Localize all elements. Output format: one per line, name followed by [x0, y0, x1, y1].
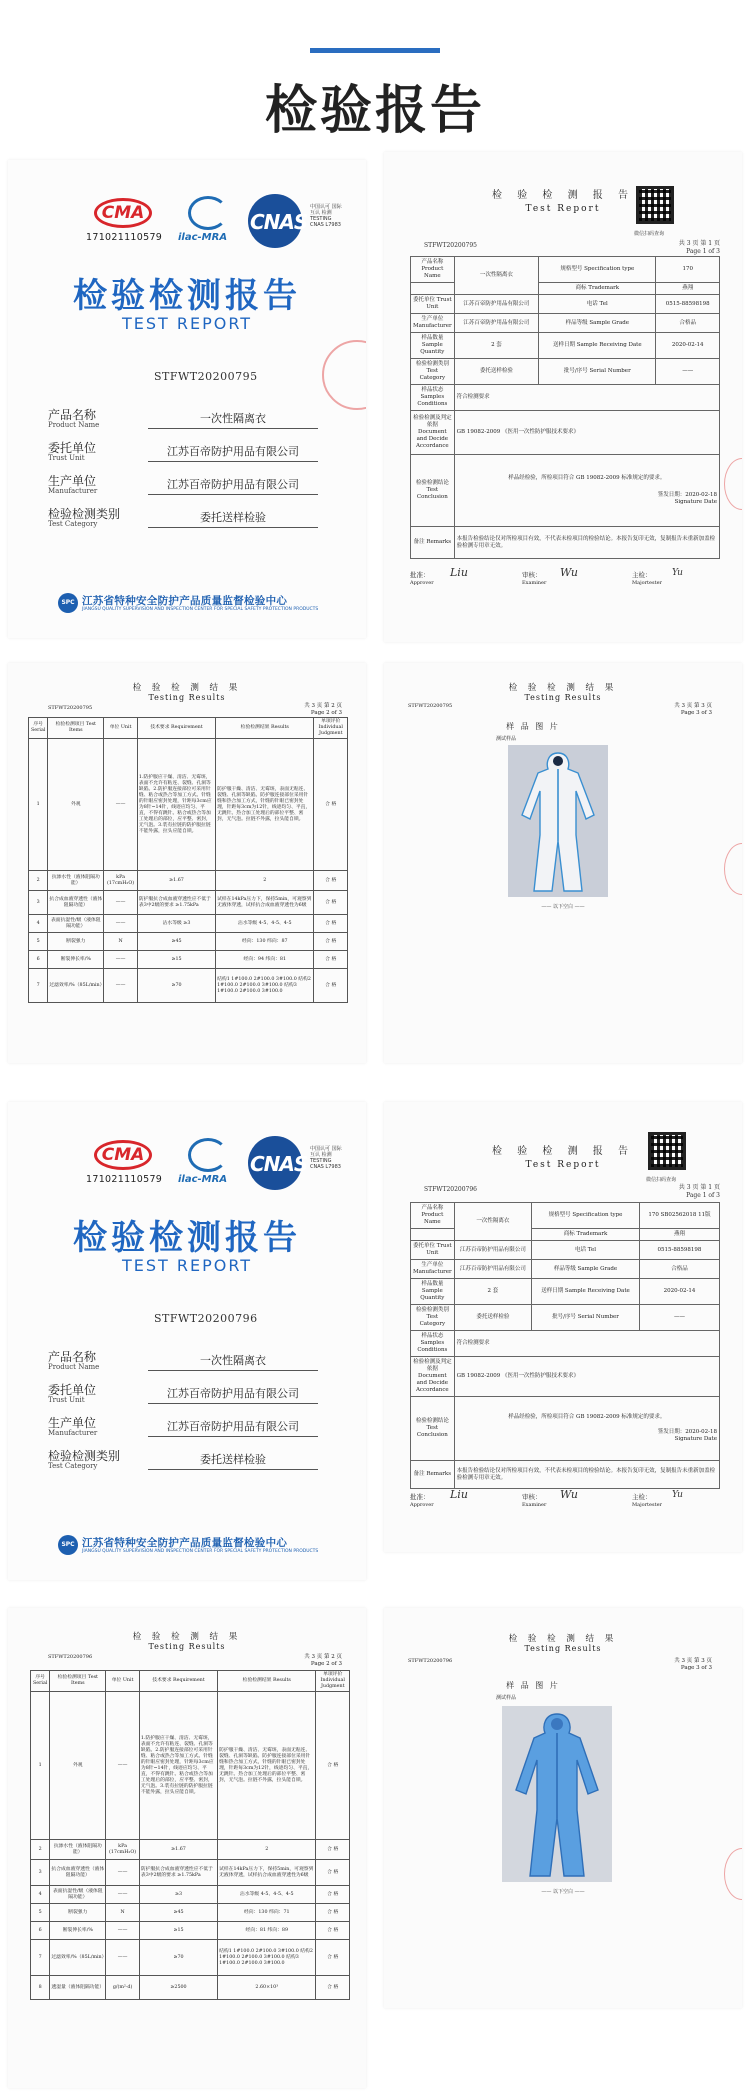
cover-title-cn: 检验检测报告: [73, 1218, 301, 1258]
info-row-product: 产品名称 Product Name 一次性隔离衣: [48, 406, 348, 439]
tester-signature: Yu: [672, 1490, 683, 1500]
page-indicator: 共 3 页 第 3 页 Page 3 of 3: [674, 1658, 712, 1671]
summary-title-en: Test Report: [525, 204, 601, 214]
cnas-logo: CNAS 中国认可 国际互认 检测 TESTING CNAS L7983: [248, 194, 358, 248]
cma-number: 171021110579: [86, 232, 163, 243]
qr-code-icon: [636, 186, 674, 224]
photo-page-title: 检 验 检 测 结 果: [508, 683, 618, 693]
white-coverall-image: [508, 745, 608, 897]
info-row-manufacturer: 生产单位 Manufacturer 江苏百帝防护用品有限公司: [48, 1414, 348, 1447]
report-number: STFWT20200795: [408, 703, 453, 709]
report-number: STFWT20200795: [424, 242, 477, 249]
summary-page-1: 检 验 检 测 报 告 Test Report 微信扫码查询 STFWT20200795 共 3 页 第 1 页 Page 1 of 3 产品名称 Product Name 一次性隔离衣 规格型号 Specification type 170 商标 Trademark 燕翔 委托单位 Trust Unit 江苏百帝防护用品有限公司 电话 Tel 0515-88598198 生产单位 Manufacturer 江苏百帝防护用品有限公司 样品等级 Sample Grade 合格品 样品数量 Sample Quantity 2 套 送样日期 Sample Receiving Date 2020-02-14 检验检测类别 Test Category 委托送样检验 批号/序号 Serial Number —— 样品状态 Samples Conditions 符合检测要求 检验检测及判定依据 Document and Decide Accordance GB 19082-2009 《医用一次性防护服技术要求》 检验检测结论 Test Conclusion 样品经检验，所检项目符合 GB 19082-2009 标准规定的要求。 签发日期：2020-02-18 Signature Date 备注 Remarks 本报告检验结论仅对所检项目有效，不代表未检项目的检验结论。本报告复印无效，复制报告未重新加盖检验检测专用章无效。 批准： Approver Liu 审核： Examiner Wu 主检： Majortester Yu: [384, 152, 742, 642]
page-indicator: 共 3 页 第 3 页 Page 3 of 3: [674, 703, 712, 716]
cover-info: [48, 406, 348, 538]
info-row-product: 产品名称 Product Name 一次性隔离衣: [48, 1348, 348, 1381]
report-number: STFWT20200796: [424, 1186, 477, 1193]
cover-title-cn: 检验检测报告: [73, 276, 301, 316]
page-title: 检验报告: [264, 81, 485, 141]
results-title: 检 验 检 测 结 果: [132, 683, 242, 693]
qr-caption: 微信扫码查询: [646, 1177, 677, 1183]
summary-page-2: 检 验 检 测 报 告 Test Report 微信扫码查询 STFWT20200796 共 3 页 第 1 页 Page 1 of 3 产品名称 Product Name 一次性隔离衣 规格型号 Specification type 170 SB02562018 11版 商标 Trademark 燕翔 委托单位 Trust Unit 江苏百帝防护用品有限公司 电话 Tel 0515-88598198 生产单位 Manufacturer 江苏百帝防护用品有限公司 样品等级 Sample Grade 合格品 样品数量 Sample Quantity 2 套 送样日期 Sample Receiving Date 2020-02-14 检验检测类别 Test Category 委托送样检验 批号/序号 Serial Number —— 样品状态 Samples Conditions 符合检测要求 检验检测及判定依据 Document and Decide Accordance GB 19082-2009 《医用一次性防护服技术要求》 检验检测结论 Test Conclusion 样品经检验，所检项目符合 GB 19082-2009 标准规定的要求。 签发日期：2020-02-18 Signature Date 备注 Remarks 本报告检验结论仅对所检项目有效，不代表未检项目的检验结论。本报告复印无效，复制报告未重新加盖检验检测专用章无效。 批准： Approver Liu 审核： Examiner Wu 主检： Majortester Yu: [384, 1102, 742, 1552]
cnas-logo: CNAS 中国认可 国际互认 检测 TESTING CNAS L7983: [248, 1136, 358, 1190]
photo-page-title-en: Testing Results: [524, 693, 602, 702]
cover-title-en: TEST REPORT: [121, 314, 253, 333]
summary-title: 检 验 检 测 报 告: [492, 190, 634, 201]
approver-signature: Liu: [450, 566, 468, 579]
seal-stamp: [724, 458, 742, 510]
cover-title-en: TEST REPORT: [121, 1256, 253, 1275]
results-table: 序号 Serial 检验检测项目 Test Items 单位 Unit 技术要求 Requirement 检验检测结果 Results 单项评价 Individual Judgment 1 外观 —— 1.防护服应干燥、清洁、无霉斑，表面不允许有粘连、裂缝、孔洞等缺陷。2.防护服连接部位可采用针缝、粘合或热合等加工方式。针缝的针眼应密封处理，针距每3cm应为8针~14针，线迹应均匀、平直，不得有跳针。粘合或热合等加工处理后的部位，应平整、密封，无气泡。3.装有拉链的防护服拉链不能外露，拉头应能自锁。 防护服干燥、清洁、无霉斑，表面无粘连、裂缝、孔洞等缺陷。防护服连接部位采用针缝和热合加工方式，针缝的针眼已密封处理，针距每3cm为12针，线迹均匀、平直，无跳针。热合加工处理后的部位平整、密封，无气泡。拉链不外露，拉头能自锁。 合 格 2 抗渗水性（液体阻隔功能） kPa (17cmH₂O) ≥1.67 2 合 格 3 抗合成血液穿透性（液体阻隔功能） —— 防护服抗合成血液穿透性应不低于表3中2级的要求 ≥1.75kPa 试样在14kPa压力下，保持5min，可观察到无液体穿透，试样抗合成血液穿透性为6级 合 格 4 表面抗湿性/级（液体阻隔功能） —— 沾水等级 ≥3 沾水等级 4-5、4-5、4-5 合 格 5 断裂强力 N ≥45 经向：130 纬向：87 合 格 6 断裂伸长率/% —— ≥15 经向：94 纬向：81 合 格 7 过滤效率/%（85L/min） —— ≥70 结构1 1#100.0 2#100.0 3#100.0 结构2 1#100.0 2#100.0 3#100.0 结构3 1#100.0 2#100.0 3#100.0 合 格: [28, 717, 348, 1003]
examiner-signature: Wu: [560, 566, 578, 579]
results-title-en: Testing Results: [148, 693, 226, 702]
summary-table: 产品名称 Product Name 一次性隔离衣 规格型号 Specification type 170 SB02562018 11版 商标 Trademark 燕翔 委托单位 Trust Unit 江苏百帝防护用品有限公司 电话 Tel 0515-88598198 生产单位 Manufacturer 江苏百帝防护用品有限公司 样品等级 Sample Grade 合格品 样品数量 Sample Quantity 2 套 送样日期 Sample Receiving Date 2020-02-14 检验检测类别 Test Category 委托送样检验 批号/序号 Serial Number —— 样品状态 Samples Conditions 符合检测要求 检验检测及判定依据 Document and Decide Accordance GB 19082-2009 《医用一次性防护服技术要求》 检验检测结论 Test Conclusion 样品经检验，所检项目符合 GB 19082-2009 标准规定的要求。 签发日期：2020-02-18 Signature Date 备注 Remarks 本报告检验结论仅对所检项目有效，不代表未检项目的检验结论。本报告复印无效，复制报告未重新加盖检验检测专用章无效。: [410, 1202, 720, 1489]
blue-coverall-image: [502, 1706, 612, 1882]
cma-number: 171021110579: [86, 1174, 163, 1185]
title-accent-bar: [310, 48, 440, 53]
page-indicator: 共 3 页 第 2 页 Page 2 of 3: [304, 703, 342, 716]
report-number: STFWT20200795: [48, 705, 93, 711]
results-page-1: [8, 663, 366, 1063]
certification-logos: [86, 1136, 366, 1192]
cover-page-2: CMA 171021110579 ilac-MRA CNAS 中国认可 国际互认 检测 TESTING CNAS L7983 检验检测报告 TEST REPORT STFWT20200796 产品名称 Product Name 一次性隔离衣 委托单位 Trust Unit 江苏百帝防护用品有限公司 生产单位 Manufacturer 江苏百帝防护用品有限公司 检验检测类别 Test Category 委托送样检验 SPC 江苏省特种安全防护产品质量监督检验中心 JIANGSU QUALITY SUPERVISION AND INSPECTION CENTER FOR SPECIAL SAFETY PROTECTION PRODUCTS: [8, 1102, 366, 1580]
ilac-logo: ilac-MRA: [178, 1138, 238, 1190]
sample-photo-subheading: 测试样品: [496, 736, 517, 742]
photo-page-2: [384, 1608, 742, 2008]
report-number: STFWT20200795: [154, 370, 258, 383]
cma-logo: CMA 171021110579: [86, 198, 164, 243]
summary-title-en: Test Report: [525, 1160, 601, 1170]
page-indicator: 共 3 页 第 1 页 Page 1 of 3: [678, 240, 720, 255]
spc-logo-icon: SPC: [58, 1535, 78, 1555]
photo-page-title: 检 验 检 测 结 果: [508, 1634, 618, 1644]
report-number: STFWT20200796: [48, 1654, 93, 1660]
sample-photo: [508, 745, 608, 897]
qr-code-icon: [648, 1132, 686, 1170]
results-title-en: Testing Results: [148, 1642, 226, 1651]
summary-title: 检 验 检 测 报 告: [492, 1146, 634, 1157]
photo-page-title-en: Testing Results: [524, 1644, 602, 1653]
cover-page-1: CMA 171021110579 ilac-MRA CNAS 中国认可 国际互认 检测 TESTING CNAS L7983 检验检测报告 TEST REPORT STFWT20200795 产品名称 Product Name 一次性隔离衣 委托单位 Trust Unit 江苏百帝防护用品有限公司 生产单位 Manufacturer 江苏百帝防护用品有限公司 检验检测类别 Test Category 委托送样检验 SPC 江苏省特种安全防护产品质量监督检验中心 JIANGSU QUALITY SUPERVISION AND INSPECTION CENTER FOR SPECIAL SAFETY PROTECTION PRODUCTS: [8, 160, 366, 638]
report-number: STFWT20200796: [408, 1658, 453, 1664]
page-indicator: 共 3 页 第 2 页 Page 2 of 3: [304, 1654, 342, 1667]
report-number: STFWT20200796: [154, 1312, 258, 1325]
sample-photo-heading: 样 品 图 片: [506, 722, 560, 731]
seal-stamp: [322, 340, 366, 410]
info-row-category: 检验检测类别 Test Category 委托送样检验: [48, 1447, 348, 1480]
cma-logo: CMA 171021110579: [86, 1140, 164, 1185]
info-row-trust-unit: 委托单位 Trust Unit 江苏百帝防护用品有限公司: [48, 1381, 348, 1414]
info-row-trust-unit: 委托单位 Trust Unit 江苏百帝防护用品有限公司: [48, 439, 348, 472]
summary-table: 产品名称 Product Name 一次性隔离衣 规格型号 Specification type 170 商标 Trademark 燕翔 委托单位 Trust Unit 江苏百帝防护用品有限公司 电话 Tel 0515-88598198 生产单位 Manufacturer 江苏百帝防护用品有限公司 样品等级 Sample Grade 合格品 样品数量 Sample Quantity 2 套 送样日期 Sample Receiving Date 2020-02-14 检验检测类别 Test Category 委托送样检验 批号/序号 Serial Number —— 样品状态 Samples Conditions 符合检测要求 检验检测及判定依据 Document and Decide Accordance GB 19082-2009 《医用一次性防护服技术要求》 检验检测结论 Test Conclusion 样品经检验，所检项目符合 GB 19082-2009 标准规定的要求。 签发日期：2020-02-18 Signature Date 备注 Remarks 本报告检验结论仅对所检项目有效，不代表未检项目的检验结论。本报告复印无效，复制报告未重新加盖检验检测专用章无效。: [410, 256, 720, 559]
qr-caption: 微信扫码查询: [634, 231, 665, 237]
sample-photo: [502, 1706, 612, 1882]
results-page-2: [8, 1608, 366, 2088]
results-title: 检 验 检 测 结 果: [132, 1632, 242, 1642]
blank-below-note: —— 以下空白 ——: [541, 1889, 585, 1895]
results-table: 序号 Serial 检验检测项目 Test Items 单位 Unit 技术要求 Requirement 检验检测结果 Results 单项评价 Individual Judgment 1 外观 —— 1.防护服应干燥、清洁、无霉斑，表面不允许有粘连、裂缝、孔洞等缺陷。2.防护服连接部位可采用针缝、粘合或热合等加工方式。针缝的针眼应密封处理，针距每3cm应为8针~14针，线迹应均匀、平直，不得有跳针。粘合或热合等加工处理后的部位，应平整、密封，无气泡。3.装有拉链的防护服拉链不能外露，拉头应能自锁。 防护服干燥、清洁、无霉斑，表面无粘连、裂缝、孔洞等缺陷。防护服连接部位采用针缝和热合加工方式，针缝的针眼已密封处理，针距每3cm为12针，线迹均匀、平直，无跳针。热合加工处理后的部位平整、密封，无气泡。拉链不外露，拉头能自锁。 合 格 2 抗渗水性（液体阻隔功能） kPa (17cmH₂O) ≥1.67 2 合 格 3 抗合成血液穿透性（液体阻隔功能） —— 防护服抗合成血液穿透性应不低于表3中2级的要求 ≥1.75kPa 试样在14kPa压力下，保持5min，可观察到无液体穿透，试样抗合成血液穿透性为6级 合 格 4 表面抗湿性/级（液体阻隔功能） —— ≥3 沾水等级 4-5、4-5、4-5 合 格 5 断裂强力 N ≥45 经向：130 纬向：71 合 格 6 断裂伸长率/% —— ≥15 经向：81 纬向：89 合 格 7 过滤效率/%（85L/min） —— ≥70 结构1 1#100.0 2#100.0 3#100.0 结构2 1#100.0 2#100.0 3#100.0 结构3 1#100.0 2#100.0 3#100.0 合 格 8 透湿量（液体阻隔功能） g/(m²·d) ≥2500 2.60×10³ 合 格: [30, 1670, 350, 2000]
info-row-category: 检验检测类别 Test Category 委托送样检验: [48, 505, 348, 538]
info-row-manufacturer: 生产单位 Manufacturer 江苏百帝防护用品有限公司: [48, 472, 348, 505]
tester-signature: Yu: [672, 568, 683, 578]
certification-logos: [86, 194, 366, 250]
cover-info: [48, 1348, 348, 1480]
sample-photo-subheading: 测试样品: [496, 1695, 517, 1701]
examiner-signature: Wu: [560, 1488, 578, 1501]
seal-stamp: [724, 843, 742, 895]
ilac-logo: ilac-MRA: [178, 196, 238, 248]
page-indicator: 共 3 页 第 1 页 Page 1 of 3: [678, 1184, 720, 1199]
photo-page-1: [384, 663, 742, 1063]
spc-logo-icon: SPC: [58, 593, 78, 613]
sample-photo-heading: 样 品 图 片: [506, 1681, 560, 1690]
blank-below-note: —— 以下空白 ——: [541, 904, 585, 910]
approver-signature: Liu: [450, 1488, 468, 1501]
